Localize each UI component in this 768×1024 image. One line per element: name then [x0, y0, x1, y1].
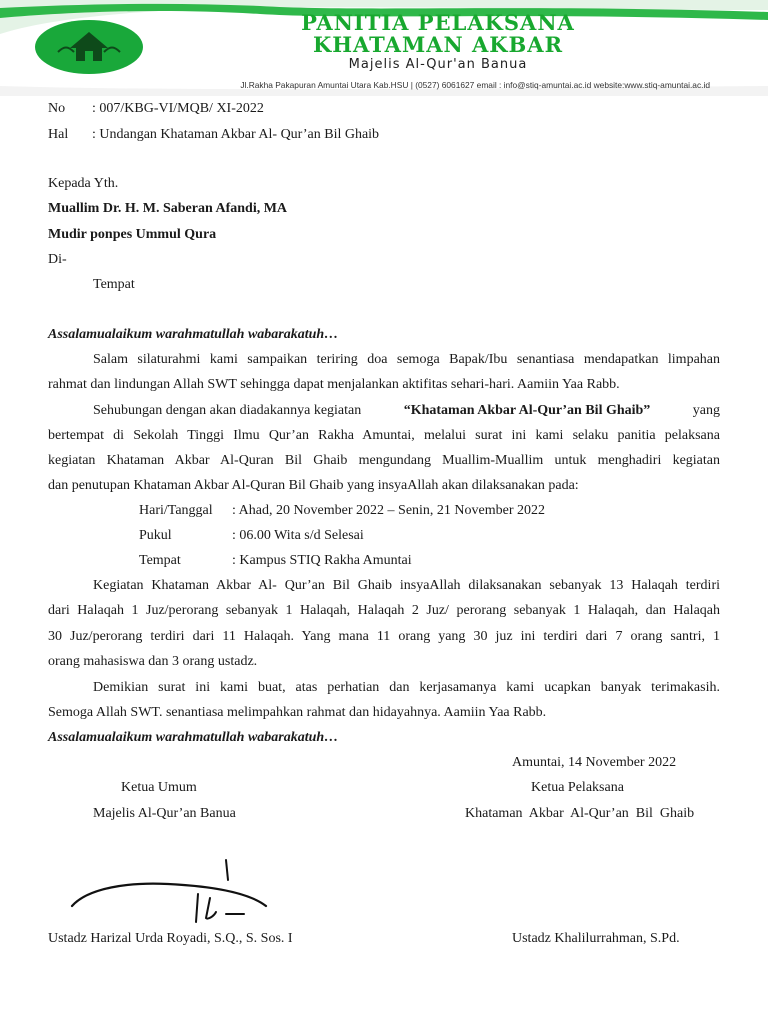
schedule-time-value: : 06.00 Wita s/d Selesai — [232, 528, 364, 543]
paragraph-3-line-1: Kegiatan Khataman Akbar Al- Qur’an Bil Ghaib insyaAllah dilaksanakan sebanyak 13 Halaqah terdiri — [93, 578, 720, 593]
paragraph-4-line-1: Demikian surat ini kami buat, atas perhatian dan kerjasamanya kami ucapkan banyak terimakasih. — [93, 680, 720, 695]
paragraph-1-line-1: Salam silaturahmi kami sampaikan teriring doa semoga Bapak/Ibu senantiasa mendapatkan limpahan — [93, 352, 720, 367]
paragraph-2-intro: Sehubungan dengan akan diadakannya kegiatan — [93, 403, 362, 418]
schedule-date-value: : Ahad, 20 November 2022 – Senin, 21 November 2022 — [232, 503, 546, 518]
header-org-line1: PANITIA PELAKSANA — [301, 10, 575, 35]
paragraph-1-line-2: rahmat dan lindungan Allah SWT sehingga dapat menjalankan aktifitas sehari-hari. Aamiin Yaa Rabb. — [48, 377, 620, 392]
header-org-subtitle: Majelis Al-Qur'an Banua — [348, 57, 528, 72]
paragraph-3-line-3: 30 Juz/perorang terdiri dari 11 Halaqah. Yang mana 11 orang yang 30 juz ini terdiri dari 7 orang santri, 1 — [48, 629, 720, 644]
no-label: No — [48, 101, 66, 116]
paragraph-2-line-4: dan penutupan Khataman Akbar Al-Quran Bil Ghaib yang insyaAllah akan dilaksanakan pada: — [48, 478, 579, 493]
recipient-di: Di- — [48, 252, 67, 267]
handwritten-signature — [68, 858, 278, 928]
letterhead — [0, 0, 768, 96]
greeting-open: Assalamualaikum warahmatullah wabarakatuh… — [48, 327, 339, 342]
schedule-place-label: Tempat — [139, 553, 181, 568]
place-date: Amuntai, 14 November 2022 — [512, 755, 677, 770]
recipient-position: Mudir ponpes Ummul Qura — [48, 227, 217, 242]
paragraph-2-yang: yang — [692, 403, 720, 418]
paragraph-2-line-3: kegiatan Khataman Akbar Al-Quran Bil Ghaib mengundang Muallim-Muallim untuk menghadiri kegiatan — [48, 453, 720, 468]
recipient-tempat: Tempat — [93, 277, 135, 292]
left-signer-name: Ustadz Harizal Urda Royadi, S.Q., S. Sos. I — [48, 931, 293, 946]
greeting-close: Assalamualaikum warahmatullah wabarakatuh… — [48, 730, 339, 745]
left-signer-title-2: Majelis Al-Qur’an Banua — [93, 806, 236, 821]
right-signer-title-2: Khataman Akbar Al-Qur’an Bil Ghaib — [465, 806, 695, 821]
hal-value: : Undangan Khataman Akbar Al- Qur’an Bil Ghaib — [92, 127, 380, 142]
right-signer-title-1: Ketua Pelaksana — [531, 780, 624, 795]
schedule-date-label: Hari/Tanggal — [139, 503, 213, 518]
event-name-emphasis: “Khataman Akbar Al-Qur’an Bil Ghaib” — [403, 403, 651, 418]
recipient-kepada: Kepada Yth. — [48, 176, 119, 191]
recipient-name: Muallim Dr. H. M. Saberan Afandi, MA — [48, 201, 288, 216]
schedule-place-value: : Kampus STIQ Rakha Amuntai — [232, 553, 412, 568]
right-signer-name: Ustadz Khalilurrahman, S.Pd. — [512, 931, 680, 946]
paragraph-3-line-4: orang mahasiswa dan 3 orang ustadz. — [48, 654, 258, 669]
paragraph-4-line-2: Semoga Allah SWT. senantiasa melimpahkan rahmat dan hidayahnya. Aamiin Yaa Rabb. — [48, 705, 547, 720]
header-org-line2: KHATAMAN AKBAR — [312, 32, 564, 57]
left-signer-title-1: Ketua Umum — [121, 780, 197, 795]
paragraph-2-line-2: bertempat di Sekolah Tinggi Ilmu Qur’an Rakha Amuntai, melalui surat ini kami selaku panitia pelaksana — [48, 428, 720, 443]
schedule-time-label: Pukul — [139, 528, 172, 543]
paragraph-2-line-1 — [93, 403, 720, 419]
organization-logo — [34, 18, 144, 76]
header-address: Jl.Rakha Pakapuran Amuntai Utara Kab.HSU | (0527) 6061627 email : info@stiq-amuntai.ac.id website:www.stiq-amuntai.ac.id — [240, 80, 710, 90]
no-value: : 007/KBG-VI/MQB/ XI-2022 — [92, 101, 264, 116]
paragraph-3-line-2: dari Halaqah 1 Juz/perorang sebanyak 1 Halaqah, Halaqah 2 Juz/ perorang sebanyak 1 Halaqah, dan Halaqah — [48, 603, 720, 618]
hal-label: Hal — [48, 127, 69, 142]
